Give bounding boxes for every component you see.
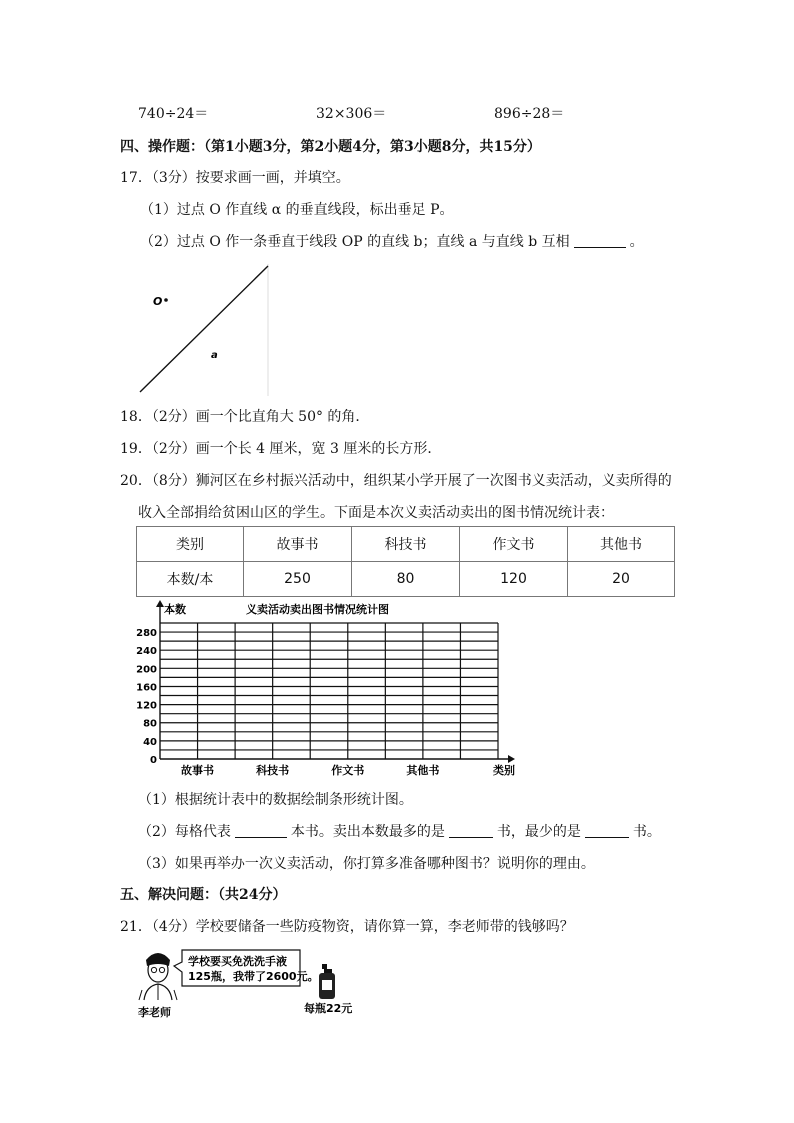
q17-sub1: （1）过点 O 作直线 α 的垂直线段，标出垂足 P。 (140, 202, 454, 218)
table-cell: 80 (352, 562, 460, 597)
q20-sub1: （1）根据统计表中的数据绘制条形统计图。 (138, 792, 413, 808)
x-tick-label: 科技书 (256, 764, 290, 777)
y-tick-label: 200 (136, 664, 157, 676)
answer-blank[interactable] (449, 823, 493, 838)
chart-title: 义卖活动卖出图书情况统计图 (246, 603, 389, 616)
y-tick-label: 0 (150, 755, 157, 766)
table-cell: 故事书 (244, 527, 352, 562)
calc-1: 740÷24＝ (138, 106, 209, 122)
q18: 18．（2分）画一个比直角大 50° 的角． (120, 409, 370, 425)
table-cell: 本数/本 (137, 562, 244, 597)
book-stats-table (136, 526, 675, 597)
price-label: 每瓶22元 (304, 1002, 353, 1015)
y-axis-arrow (156, 600, 164, 607)
table-cell: 类别 (137, 527, 244, 562)
y-tick-label: 240 (136, 646, 157, 658)
q20-line2: 收入全部捐给贫困山区的学生。下面是本次义卖活动卖出的图书情况统计表： (138, 505, 614, 521)
q21-illustration (136, 946, 366, 1022)
point-o-label: O (153, 295, 163, 308)
calc-2: 32×306＝ (316, 106, 387, 122)
q19: 19．（2分）画一个长 4 厘米，宽 3 厘米的长方形． (120, 441, 442, 457)
chart-ylabel: 本数 (164, 603, 186, 616)
chart-xlabel: 类别 (493, 764, 515, 777)
answer-blank[interactable] (574, 233, 626, 248)
bubble-text-2: 125瓶，我带了2600元。 (188, 970, 319, 983)
q20-sub2-b: 本书。卖出本数最多的是 (290, 824, 445, 840)
q17-sub2-text: （2）过点 O 作一条垂直于线段 OP 的直线 b；直线 a 与直线 b 互相 (140, 234, 570, 250)
y-tick-label: 40 (143, 736, 157, 748)
y-tick-label: 280 (136, 628, 157, 640)
table-row (137, 562, 675, 597)
table-cell: 作文书 (460, 527, 568, 562)
table-cell: 250 (244, 562, 352, 597)
q21-stem: 21．（4分）学校要储备一些防疫物资，请你算一算，李老师带的钱够吗？ (120, 919, 574, 935)
answer-blank[interactable] (235, 823, 287, 838)
section4-heading: 四、操作题：（第1小题3分，第2小题4分，第3小题8分，共15分） (120, 139, 541, 155)
q20-sub2 (138, 822, 661, 842)
teacher-figure-icon (139, 953, 177, 1000)
answer-blank[interactable] (585, 823, 629, 838)
x-tick-label: 其他书 (406, 764, 440, 777)
x-tick-label: 作文书 (331, 764, 365, 777)
q17-sub2 (140, 232, 644, 252)
q20-line1: 20．（8分）狮河区在乡村振兴活动中，组织某小学开展了一次图书义卖活动，义卖所得的 (120, 473, 672, 489)
q20-sub2-a: （2）每格代表 (138, 824, 231, 840)
y-tick-label: 120 (136, 700, 157, 712)
table-cell: 20 (568, 562, 675, 597)
point-o (164, 298, 168, 302)
line-a-label: a (211, 350, 218, 361)
table-cell: 科技书 (352, 527, 460, 562)
hand-sanitizer-bottle-icon (319, 964, 335, 999)
q20-sub2-c: 书，最少的是 (496, 824, 581, 840)
y-tick-label: 160 (136, 682, 157, 694)
y-tick-label: 80 (143, 718, 157, 730)
table-cell: 其他书 (568, 527, 675, 562)
q20-sub3: （3）如果再举办一次义卖活动，你打算多准备哪种图书？说明你的理由。 (138, 856, 595, 872)
table-cell: 120 (460, 562, 568, 597)
line-a (140, 266, 268, 392)
table-header-row (137, 527, 675, 562)
calc-3: 896÷28＝ (494, 106, 565, 122)
q17-figure (136, 262, 276, 398)
x-tick-label: 故事书 (181, 764, 215, 777)
x-axis-arrow (508, 755, 515, 763)
q17-stem: 17．（3分）按要求画一画，并填空。 (120, 170, 350, 186)
teacher-label: 李老师 (138, 1006, 171, 1019)
bubble-text-1: 学校要买免洗洗手液 (188, 955, 287, 968)
bar-chart (120, 598, 520, 782)
q20-sub2-d: 书。 (632, 824, 661, 840)
section5-heading: 五、解决问题：（共24分） (120, 887, 287, 903)
q17-sub2-end: 。 (629, 234, 644, 250)
